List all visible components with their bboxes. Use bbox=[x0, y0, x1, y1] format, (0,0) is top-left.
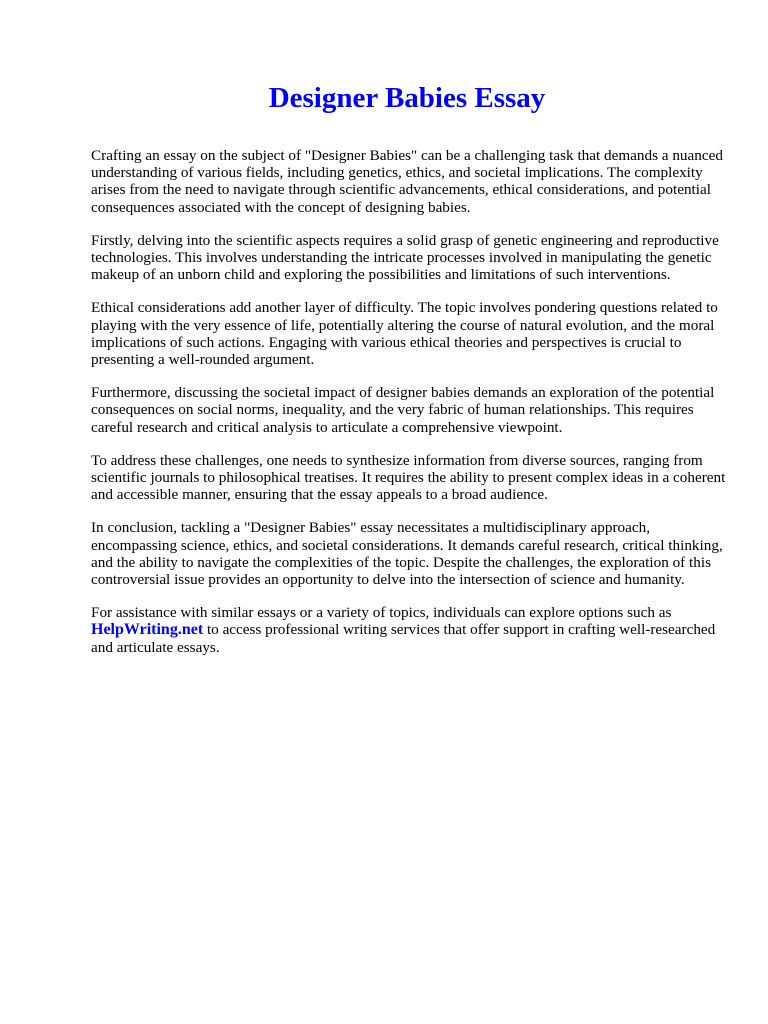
paragraph-ethical: Ethical considerations add another layer of difficulty. The topic involves pondering questions related to playing with the very essence of life, potentially altering the course of natural evolution, and the moral implications of such actions. Engaging with various ethical theories and perspectives is crucial to presenting a well-rounded argument. bbox=[91, 299, 718, 369]
paragraph-scientific: Firstly, delving into the scientific aspects requires a solid grasp of genetic engineering and reproductive technologies. This involves understanding the intricate processes involved in manipulating the genetic makeup of an unborn child and exploring the possibilities and limitations of such interventions. bbox=[91, 231, 719, 284]
closing-text-after-link: to access professional writing services that offer support in crafting well-researched and articulate essays. bbox=[91, 621, 716, 656]
paragraph-closing bbox=[91, 604, 731, 656]
paragraph-challenges: To address these challenges, one needs to synthesize information from diverse sources, ranging from scientific journals to philosophical treatises. It requires the ability to present complex ideas in a coherent and accessible manner, ensuring that the essay appeals to a broad audience. bbox=[91, 451, 726, 504]
helpwriting-link[interactable]: HelpWriting.net bbox=[91, 621, 204, 639]
essay-body bbox=[91, 147, 731, 672]
paragraph-conclusion: In conclusion, tackling a "Designer Babies" essay necessitates a multidisciplinary approach, encompassing science, ethics, and societal considerations. It demands careful research, critical thinking, and the ability to navigate the complexities of the topic. Despite the challenges, the exploration of this controversial issue provides an opportunity to delve into the intersection of science and humanity. bbox=[91, 519, 723, 589]
closing-text-before-link: For assistance with similar essays or a variety of topics, individuals can explore options such as bbox=[91, 604, 672, 622]
document-title: Designer Babies Essay bbox=[268, 82, 546, 114]
paragraph-intro: Crafting an essay on the subject of "Designer Babies" can be a challenging task that demands a nuanced understanding of various fields, including genetics, ethics, and societal implications. The complexity arises from the need to navigate through scientific advancements, ethical considerations, and potential consequences associated with the concept of designing babies. bbox=[91, 147, 723, 216]
paragraph-societal: Furthermore, discussing the societal impact of designer babies demands an exploration of the potential consequences on social norms, inequality, and the very fabric of human relationships. This requires careful research and critical analysis to articulate a comprehensive viewpoint. bbox=[91, 384, 715, 436]
